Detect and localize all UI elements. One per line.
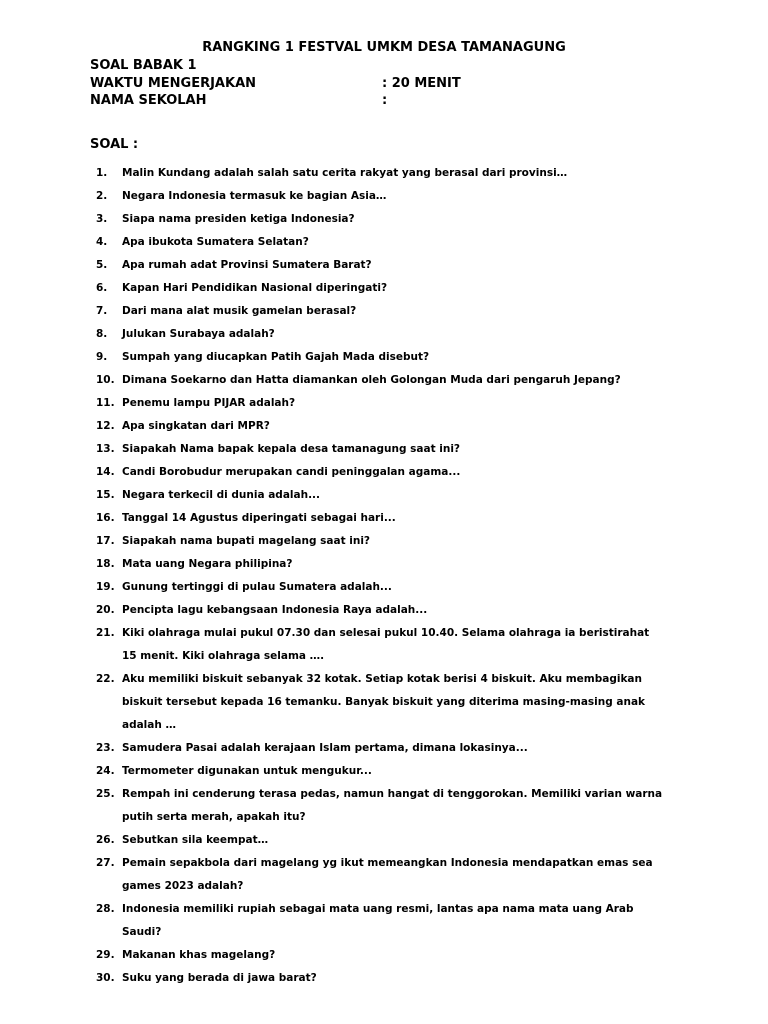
question-number: 23. — [96, 742, 115, 754]
question-item — [0, 415, 768, 438]
time-label: WAKTU MENGERJAKAN — [90, 76, 257, 91]
question-text: Candi Borobudur merupakan candi peninggalan agama... — [122, 466, 461, 478]
question-text: Sumpah yang diucapkan Patih Gajah Mada disebut? — [122, 351, 430, 363]
question-item — [0, 967, 768, 990]
question-text: Pemain sepakbola dari magelang yg ikut memeangkan Indonesia mendapatkan emas sea games 2023 adalah? — [122, 857, 653, 892]
questions-heading: SOAL : — [90, 137, 139, 152]
question-number: 26. — [96, 834, 115, 846]
question-number: 1. — [96, 167, 108, 179]
question-text: Termometer digunakan untuk mengukur... — [122, 765, 372, 777]
question-number: 4. — [96, 236, 108, 248]
question-item — [0, 231, 768, 254]
question-text: Apa singkatan dari MPR? — [122, 420, 270, 432]
question-item — [0, 622, 768, 668]
question-number: 14. — [96, 466, 115, 478]
question-number: 22. — [96, 673, 115, 685]
question-number: 10. — [96, 374, 115, 386]
question-item — [0, 369, 768, 392]
question-item — [0, 277, 768, 300]
question-text: Julukan Surabaya adalah? — [122, 328, 275, 340]
question-text: Sebutkan sila keempat… — [122, 834, 269, 846]
question-number: 24. — [96, 765, 115, 777]
question-text: Dimana Soekarno dan Hatta diamankan oleh Golongan Muda dari pengaruh Jepang? — [122, 374, 621, 386]
question-text: Pencipta lagu kebangsaan Indonesia Raya adalah... — [122, 604, 428, 616]
question-number: 12. — [96, 420, 115, 432]
question-item — [0, 254, 768, 277]
question-text: Aku memiliki biskuit sebanyak 32 kotak. Setiap kotak berisi 4 biskuit. Aku membagikan biskuit tersebut kepada 16 temanku. Banyak biskuit yang diterima masing-masing anak adalah … — [122, 673, 646, 731]
question-item — [0, 185, 768, 208]
question-item — [0, 323, 768, 346]
question-number: 11. — [96, 397, 115, 409]
question-number: 29. — [96, 949, 115, 961]
question-number: 28. — [96, 903, 115, 915]
question-text: Samudera Pasai adalah kerajaan Islam pertama, dimana lokasinya... — [122, 742, 528, 754]
question-item — [0, 737, 768, 760]
question-item — [0, 346, 768, 369]
question-list — [0, 162, 768, 990]
question-text: Apa ibukota Sumatera Selatan? — [122, 236, 309, 248]
question-item — [0, 392, 768, 415]
question-number: 18. — [96, 558, 115, 570]
round-label: SOAL BABAK 1 — [90, 58, 197, 73]
school-value: : — [382, 93, 388, 108]
question-item — [0, 783, 768, 829]
question-text: Mata uang Negara philipina? — [122, 558, 293, 570]
question-item — [0, 944, 768, 967]
question-number: 21. — [96, 627, 115, 639]
question-item — [0, 599, 768, 622]
question-item — [0, 530, 768, 553]
question-text: Rempah ini cenderung terasa pedas, namun hangat di tenggorokan. Memiliki varian warna putih serta merah, apakah itu? — [122, 788, 663, 823]
question-number: 7. — [96, 305, 108, 317]
question-text: Makanan khas magelang? — [122, 949, 276, 961]
question-item — [0, 162, 768, 185]
question-number: 20. — [96, 604, 115, 616]
question-text: Siapakah Nama bapak kepala desa tamanagung saat ini? — [122, 443, 461, 455]
question-item — [0, 852, 768, 898]
question-text: Indonesia memiliki rupiah sebagai mata uang resmi, lantas apa nama mata uang Arab Saudi? — [122, 903, 634, 938]
question-text: Gunung tertinggi di pulau Sumatera adalah... — [122, 581, 392, 593]
question-item — [0, 484, 768, 507]
question-item — [0, 829, 768, 852]
question-number: 5. — [96, 259, 108, 271]
question-item — [0, 300, 768, 323]
question-item — [0, 576, 768, 599]
question-number: 6. — [96, 282, 108, 294]
question-text: Penemu lampu PIJAR adalah? — [122, 397, 296, 409]
question-number: 27. — [96, 857, 115, 869]
question-item — [0, 461, 768, 484]
question-text: Suku yang berada di jawa barat? — [122, 972, 317, 984]
question-number: 16. — [96, 512, 115, 524]
question-item — [0, 668, 768, 737]
question-text: Tanggal 14 Agustus diperingati sebagai hari... — [122, 512, 396, 524]
question-text: Apa rumah adat Provinsi Sumatera Barat? — [122, 259, 372, 271]
question-text: Kapan Hari Pendidikan Nasional diperingati? — [122, 282, 388, 294]
question-text: Dari mana alat musik gamelan berasal? — [122, 305, 357, 317]
question-number: 25. — [96, 788, 115, 800]
question-number: 19. — [96, 581, 115, 593]
question-number: 2. — [96, 190, 108, 202]
question-text: Siapa nama presiden ketiga Indonesia? — [122, 213, 355, 225]
question-number: 17. — [96, 535, 115, 547]
question-text: Siapakah nama bupati magelang saat ini? — [122, 535, 371, 547]
question-number: 9. — [96, 351, 108, 363]
time-value: : 20 MENIT — [382, 76, 461, 91]
question-number: 8. — [96, 328, 108, 340]
question-number: 3. — [96, 213, 108, 225]
question-item — [0, 438, 768, 461]
question-text: Malin Kundang adalah salah satu cerita rakyat yang berasal dari provinsi… — [122, 167, 568, 179]
document-title: RANGKING 1 FESTVAL UMKM DESA TAMANAGUNG — [202, 40, 566, 55]
question-item — [0, 208, 768, 231]
question-item — [0, 507, 768, 530]
question-number: 15. — [96, 489, 115, 501]
question-item — [0, 553, 768, 576]
question-item — [0, 898, 768, 944]
question-text: Negara Indonesia termasuk ke bagian Asia… — [122, 190, 387, 202]
question-text: Negara terkecil di dunia adalah... — [122, 489, 321, 501]
question-item — [0, 760, 768, 783]
question-text: Kiki olahraga mulai pukul 07.30 dan selesai pukul 10.40. Selama olahraga ia beristirahat 15 menit. Kiki olahraga selama …. — [122, 627, 650, 662]
school-label: NAMA SEKOLAH — [90, 93, 207, 108]
question-number: 30. — [96, 972, 115, 984]
question-number: 13. — [96, 443, 115, 455]
